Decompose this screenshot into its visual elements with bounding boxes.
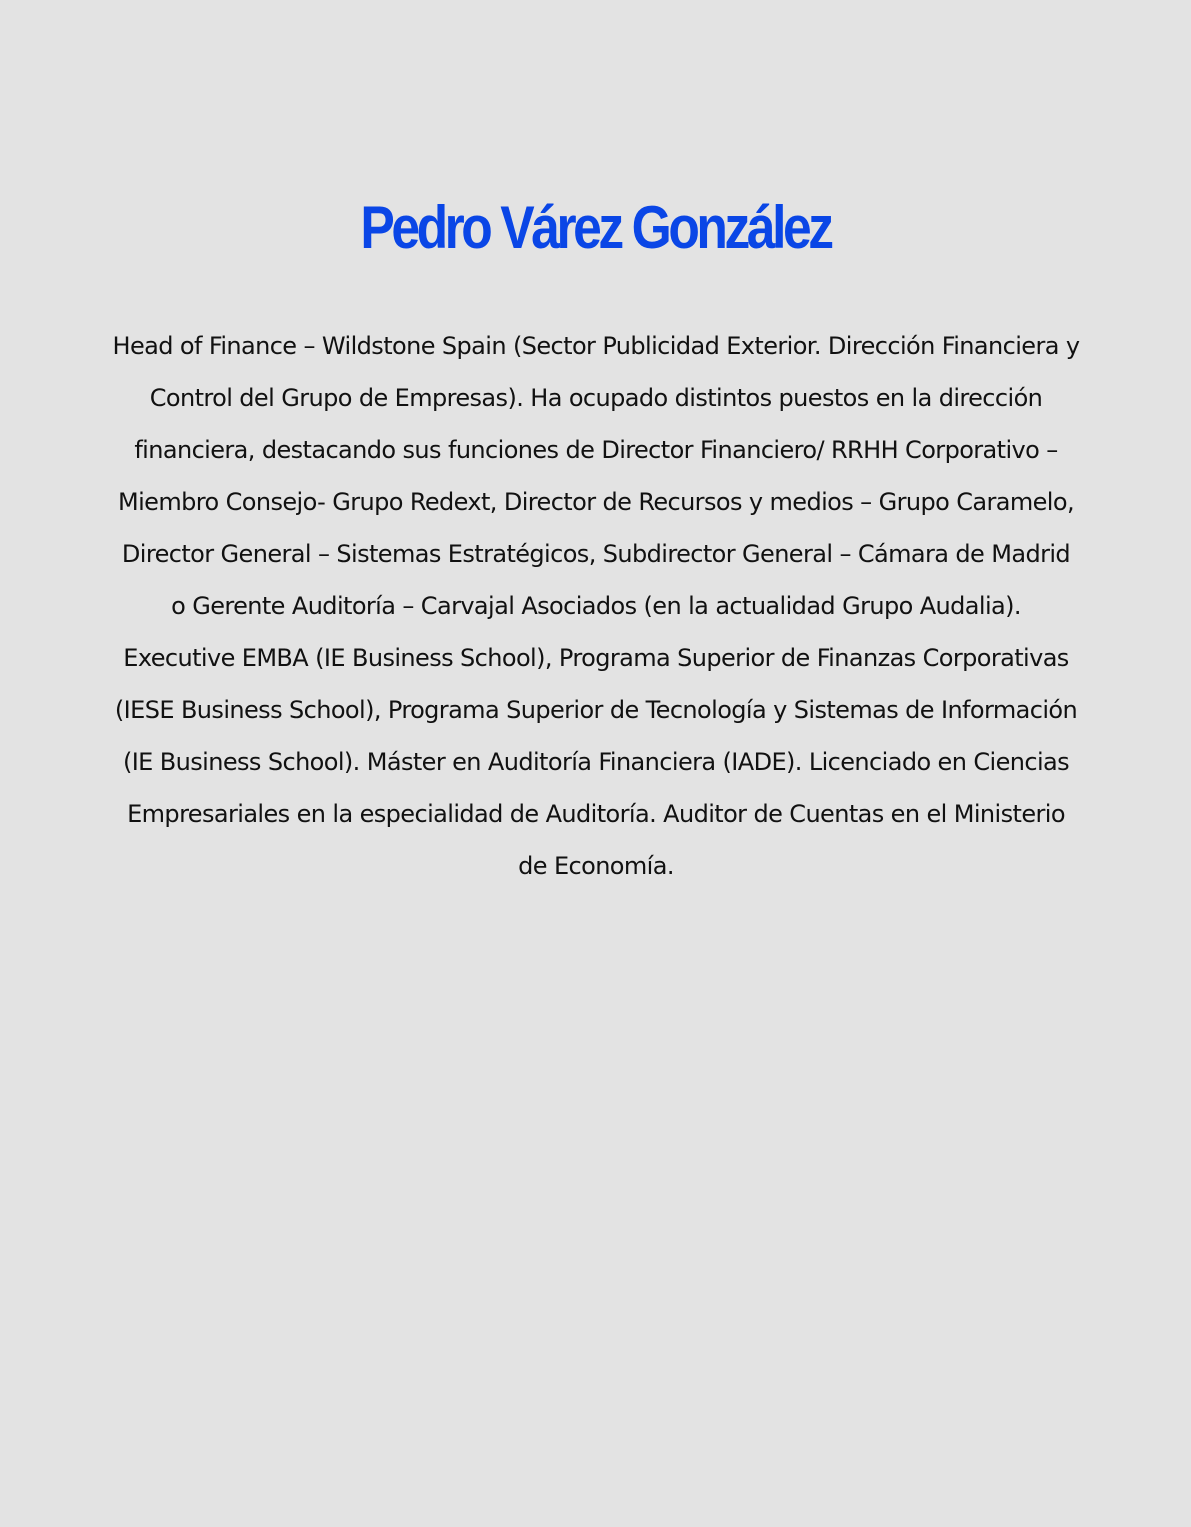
profile-name: Pedro Várez González — [360, 194, 831, 261]
profile-bio: Head of Finance – Wildstone Spain (Sector Publicidad Exterior. Dirección Financiera y Control del Grupo de Empresas). Ha ocupado distintos puestos en la dirección financiera, destacando sus funciones de Director Financiero/ RRHH Corporativo – Miembro Consejo- Grupo Redext, Director de Recursos y medios – Grupo Caramelo, Director General – Sistemas Estratégicos, Subdirector General – Cámara de Madrid o Gerente Auditoría – Carvajal Asociados (en la actualidad Grupo Audalia). Executive EMBA (IE Business School), Programa Superior de Finanzas Corporativas (IESE Business School), Programa Superior de Tecnología y Sistemas de Información (IE Business School). Máster en Auditoría Financiera (IADE). Licenciado en Ciencias Empresariales en la especialidad de Auditoría. Auditor de Cuentas en el Ministerio de Economía. — [112, 332, 1080, 880]
